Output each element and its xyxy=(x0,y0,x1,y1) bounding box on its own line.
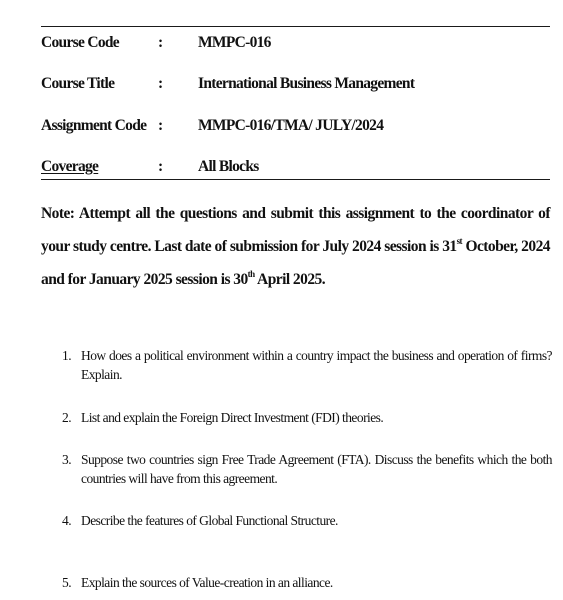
course-code-value: MMPC-016 xyxy=(198,34,271,51)
question-item xyxy=(62,573,552,592)
coverage-label: Coverage xyxy=(41,158,99,175)
course-code-label: Course Code xyxy=(41,34,119,51)
question-list xyxy=(62,346,552,592)
bottom-rule xyxy=(41,179,550,180)
course-title-value: International Business Management xyxy=(198,75,415,92)
question-text: Suppose two countries sign Free Trade Agreement (FTA). Discuss the benefits which the both countries will have from this agreement. xyxy=(81,452,552,486)
assignment-code-value: MMPC-016/TMA/ JULY/2024 xyxy=(198,117,384,134)
course-code-row xyxy=(41,34,550,58)
submission-note xyxy=(41,200,550,294)
question-number: 5. xyxy=(62,575,72,590)
question-item xyxy=(62,408,552,427)
question-text: List and explain the Foreign Direct Investment (FDI) theories. xyxy=(81,410,384,425)
question-item xyxy=(62,346,552,384)
question-number: 2. xyxy=(62,410,72,425)
question-number: 1. xyxy=(62,348,72,363)
question-text: Explain the sources of Value-creation in an alliance. xyxy=(81,575,333,590)
note-text-3: April 2025. xyxy=(254,271,326,289)
assignment-code-row xyxy=(41,117,550,141)
note-text-2: October, 2024 and for January 2025 session is 30 xyxy=(41,238,550,289)
course-title-colon: : xyxy=(158,75,163,92)
note-superscript-1: st xyxy=(456,236,462,246)
question-number: 4. xyxy=(62,513,72,528)
question-item xyxy=(62,450,552,488)
question-text: How does a political environment within a country impact the business and operation of firms? Explain. xyxy=(81,348,552,382)
note-text-1: Note: Attempt all the questions and submit this assignment to the coordinator of your study centre. Last date of submission for July 2024 session is 31 xyxy=(41,205,550,256)
course-code-colon: : xyxy=(158,34,163,51)
top-rule xyxy=(41,26,550,27)
coverage-colon: : xyxy=(158,158,163,175)
assignment-code-label: Assignment Code xyxy=(41,117,147,134)
course-title-label: Course Title xyxy=(41,75,115,92)
course-title-row xyxy=(41,75,550,99)
note-superscript-2: th xyxy=(247,269,255,280)
question-text: Describe the features of Global Functional Structure. xyxy=(81,513,338,528)
question-item xyxy=(62,511,552,530)
question-number: 3. xyxy=(62,452,72,467)
coverage-value: All Blocks xyxy=(198,158,259,175)
assignment-code-colon: : xyxy=(158,117,163,134)
